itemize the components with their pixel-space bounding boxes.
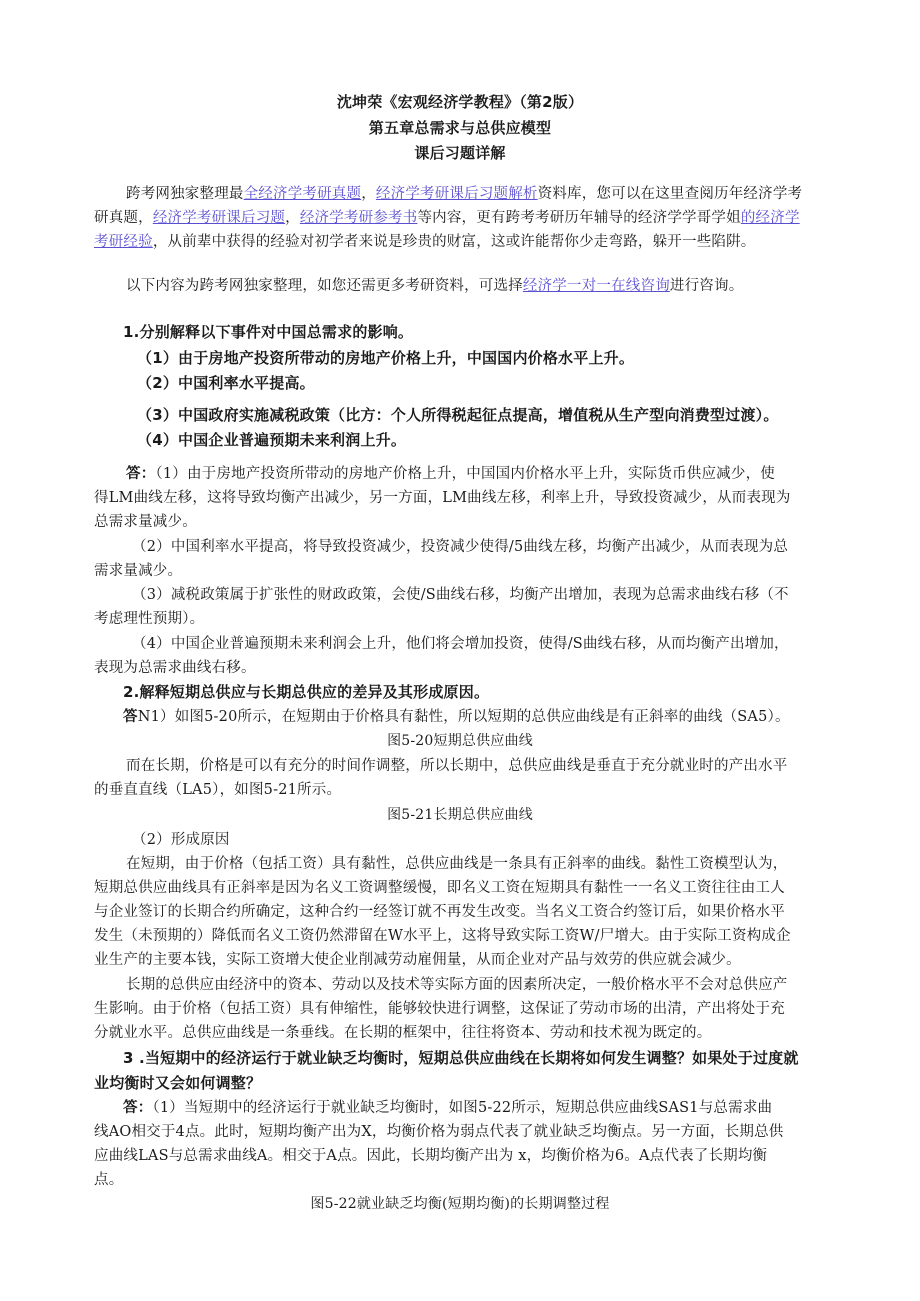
intro-text: 进行咨询。 <box>669 278 744 294</box>
q2-answer-line-2: 而在长期，价格是可以有充分的时间作调整，所以长期中，总供应曲线是垂直于充分就业时的产出水平 <box>126 758 788 774</box>
q1-item-1: （1）由于房地产投资所带动的房地产价格上升，中国国内价格水平上升。 <box>137 349 635 367</box>
q1-answer-4-line-2: 表现为总需求曲线右移。 <box>94 660 256 676</box>
intro-line-2 <box>94 208 800 228</box>
q1-answer-4-line-1: （4）中国企业普遍预期未来利润会上升，他们将会增加投资，使得/S曲线右移，从而均衡产出增加， <box>132 636 789 652</box>
intro-text: 研真题， <box>94 210 153 226</box>
intro-line-1 <box>126 184 802 204</box>
answer-text: N1）如图5-20所示，在短期由于价格具有黏性，所以短期的总供应曲线是有正斜率的曲线（SA5）。 <box>137 709 790 725</box>
intro-line-4 <box>126 276 743 296</box>
intro-text: 以下内容为跨考网独家整理，如您还需更多考研资料，可选择 <box>126 278 523 294</box>
q1-answer-2-line-2: 需求量减少。 <box>94 563 183 579</box>
answer-label: 答： <box>123 1100 153 1116</box>
q1-item-3: （3）中国政府实施减税政策（比方：个人所得税起征点提高，增值税从生产型向消费型过渡）。 <box>137 406 779 424</box>
section-title: 课后习题详解 <box>414 144 506 162</box>
q3-answer-line-1 <box>123 1098 772 1118</box>
answer-label: 答 <box>123 709 138 725</box>
link-experience-a[interactable]: 的经济学 <box>740 210 800 226</box>
chapter-title: 第五章总需求与总供应模型 <box>368 119 552 137</box>
q2-answer-line-4: （2）形成原因 <box>132 832 230 848</box>
q1-item-4: （4）中国企业普遍预期未来利润上升。 <box>137 431 407 449</box>
q2-reason-line-8: 分就业水平。总供应曲线是一条垂线。在长期的框架中，往往将资本、劳动和技术视为既定的。 <box>94 1025 712 1041</box>
link-online-consult[interactable]: 经济学一对一在线咨询 <box>522 278 670 294</box>
intro-text: 资料库，您可以在这里查阅历年经济学考 <box>537 186 803 202</box>
link-exam-questions[interactable]: 全经济学考研真题 <box>243 186 362 202</box>
q2-answer-line-3: 的垂直直线（LA5），如图5-21所示。 <box>94 782 342 798</box>
intro-sep: ， <box>361 186 376 202</box>
intro-text: 等内容，更有跨考考研历年辅导的经济学学哥学姐 <box>417 210 741 226</box>
q2-reason-line-7: 生影响。由于价格（包括工资）具有伸缩性，能够较快进行调整，这保证了劳动市场的出清，产出将处于充 <box>94 1001 785 1017</box>
link-after-class-exercises[interactable]: 经济学考研课后习题 <box>152 210 286 226</box>
intro-text: 跨考网独家整理最 <box>126 186 244 202</box>
answer-text: （1）当短期中的经济运行于就业缺乏均衡时，如图5-22所示，短期总供应曲线SAS1与总需求曲 <box>152 1100 773 1116</box>
answer-label: 答： <box>126 466 156 482</box>
intro-sep: ， <box>285 210 300 226</box>
intro-line-3 <box>94 232 756 252</box>
q3-answer-line-4: 点。 <box>94 1172 124 1188</box>
figure-caption-5-22: 图5-22就业缺乏均衡(短期均衡)的长期调整过程 <box>310 1196 610 1212</box>
q1-answer-1-line-3: 总需求量减少。 <box>94 514 197 530</box>
q1-heading: 1.分别解释以下事件对中国总需求的影响。 <box>123 323 414 341</box>
link-reference-books[interactable]: 经济学考研参考书 <box>299 210 418 226</box>
link-exercise-solutions[interactable]: 经济学考研课后习题解析 <box>375 186 538 202</box>
q2-reason-line-2: 短期总供应曲线具有正斜率是因为名义工资调整缓慢，即名义工资在短期具有黏性一一名义工资往往由工人 <box>94 880 785 896</box>
q2-reason-line-4: 发生（未预期的）降低而名义工资仍然滞留在W水平上，这将导致实际工资W/尸增大。由于实际工资构成企 <box>94 928 791 944</box>
intro-text: ，从前辈中获得的经验对初学者来说是珍贵的财富，这或许能帮你少走弯路，躲开一些陷阱。 <box>152 234 756 250</box>
q1-answer-3-line-2: 考虑理性预期）。 <box>94 611 205 627</box>
q3-answer-line-3: 应曲线LAS与总需求曲线A。相交于A点。因此，长期均衡产出为 x，均衡价格为6。A点代表了长期均衡 <box>94 1148 768 1164</box>
q1-answer-2-line-1: （2）中国利率水平提高，将导致投资减少，投资减少使得/5曲线左移，均衡产出减少，从而表现为总 <box>132 539 789 555</box>
q1-answer-1-line-1 <box>126 464 775 484</box>
figure-caption-5-21: 图5-21长期总供应曲线 <box>387 807 533 823</box>
answer-text: （1）由于房地产投资所带动的房地产价格上升，中国国内价格水平上升，实际货币供应减少，使 <box>155 466 775 482</box>
q1-answer-3-line-1: （3）减税政策属于扩张性的财政政策，会使/S曲线右移，均衡产出增加，表现为总需求曲线右移（不 <box>132 587 789 603</box>
q2-heading: 2.解释短期总供应与长期总供应的差异及其形成原因。 <box>123 683 490 701</box>
q1-answer-1-line-2: 得LM曲线左移，这将导致均衡产出减少，另一方面，LM曲线左移，利率上升，导致投资减少，从而表现为 <box>94 490 791 506</box>
link-experience-b[interactable]: 考研经验 <box>94 234 153 250</box>
q3-heading-line-2: 业均衡时又会如何调整？ <box>94 1074 262 1092</box>
figure-caption-5-20: 图5-20短期总供应曲线 <box>387 733 533 749</box>
q3-answer-line-2: 线AO相交于4点。此时，短期均衡产出为X，均衡价格为弱点代表了就业缺乏均衡点。另一方面，长期总供 <box>94 1124 784 1140</box>
q2-reason-line-5: 业生产的主要本钱，实际工资增大使企业削减劳动雇佣量，从而企业对产品与效劳的供应就会减少。 <box>94 952 741 968</box>
q1-item-2: （2）中国利率水平提高。 <box>137 374 315 392</box>
doc-title: 沈坤荣《宏观经济学教程》（第2版） <box>336 93 584 111</box>
q3-heading-line-1: 3 .当短期中的经济运行于就业缺乏均衡时，短期总供应曲线在长期将如何发生调整？如果处于过度就 <box>123 1049 799 1067</box>
q2-reason-line-1: 在短期，由于价格（包括工资）具有黏性，总供应曲线是一条具有正斜率的曲线。黏性工资模型认为， <box>126 856 788 872</box>
q2-reason-line-3: 与企业签订的长期合约所确定，这种合约一经签订就不再发生改变。当名义工资合约签订后，如果价格水平 <box>94 904 785 920</box>
q2-reason-line-6: 长期的总供应由经济中的资本、劳动以及技术等实际方面的因素所决定，一般价格水平不会对总供应产 <box>126 977 788 993</box>
q2-answer-line-1 <box>123 707 790 727</box>
